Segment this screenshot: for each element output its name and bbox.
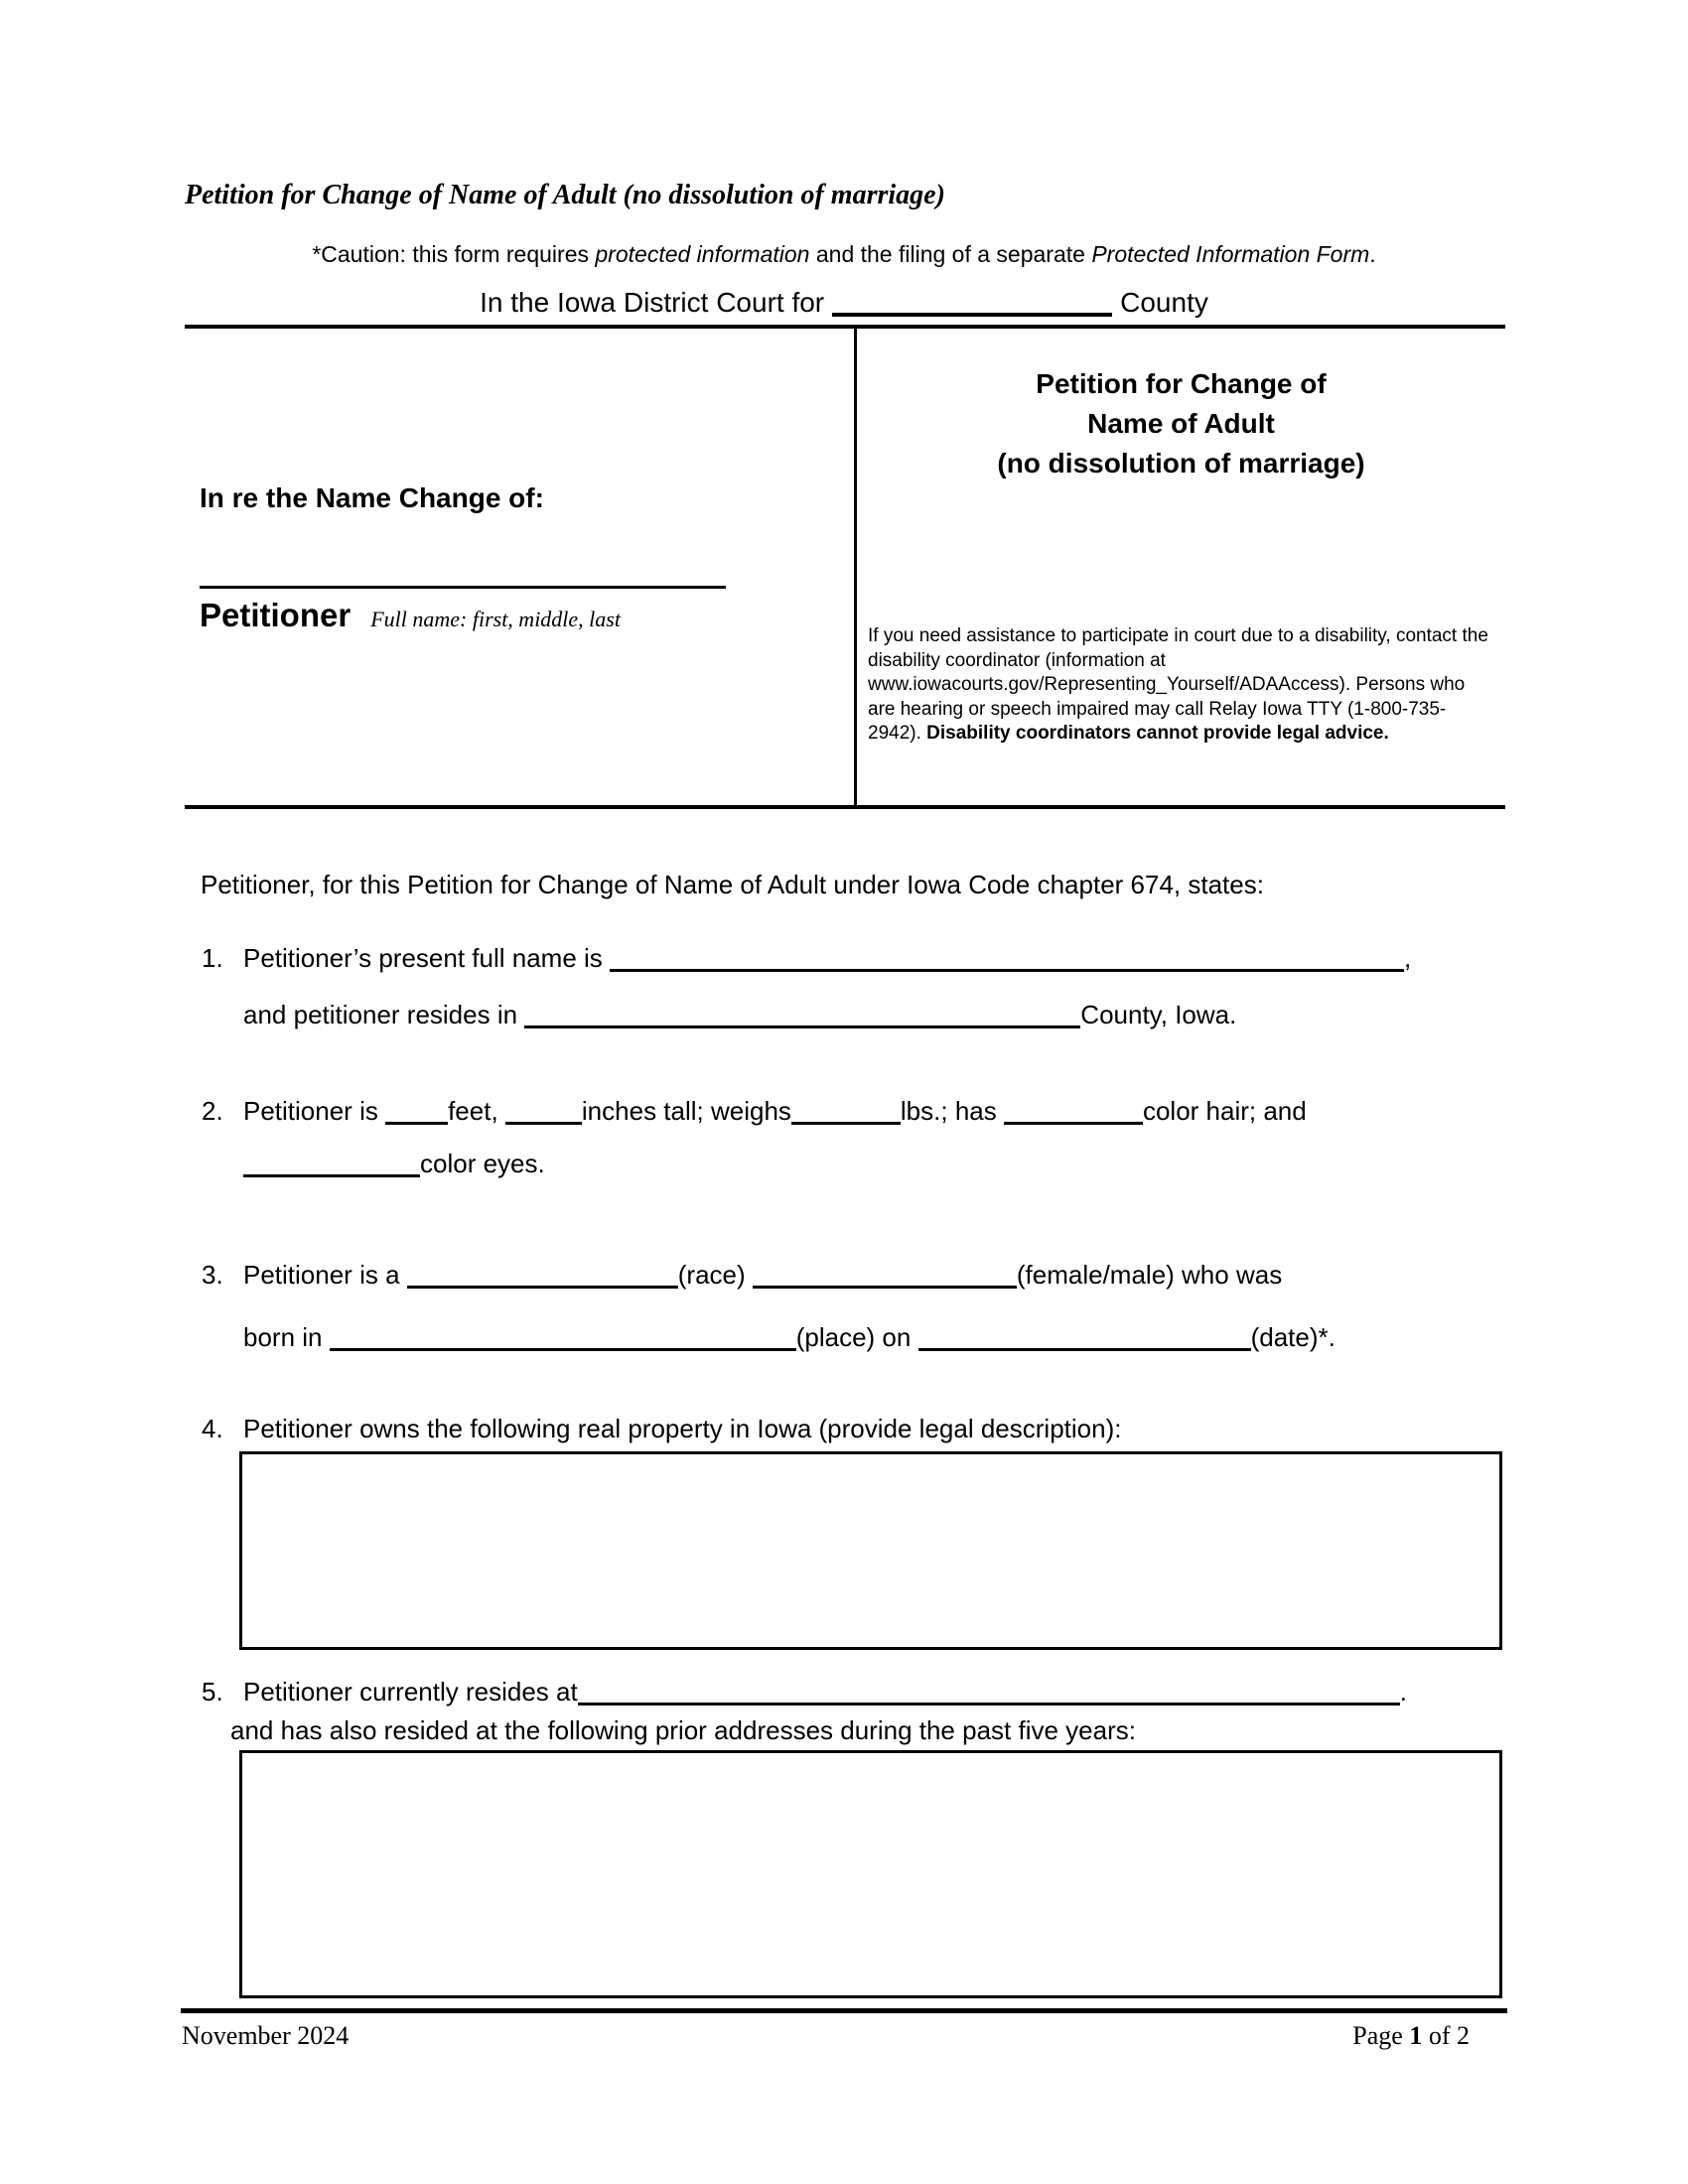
item-4-text: Petitioner owns the following real property in Iowa (provide legal description): bbox=[243, 1414, 1122, 1443]
item-3-text-a: Petitioner is a bbox=[243, 1260, 407, 1290]
footer-page-indicator bbox=[1352, 2021, 1470, 2051]
height-inches-blank[interactable] bbox=[505, 1094, 582, 1125]
item-1-text-a: Petitioner’s present full name is bbox=[243, 943, 611, 973]
item-2-text-f: color eyes. bbox=[420, 1149, 545, 1178]
item-3-text-b: (race) bbox=[677, 1260, 753, 1290]
item-3-text-e: (place) on bbox=[795, 1322, 918, 1352]
caution-suffix: . bbox=[1369, 241, 1376, 267]
footer-revision-date: November 2024 bbox=[182, 2021, 350, 2050]
item-3-text-c: (female/male) who was bbox=[1016, 1260, 1283, 1290]
item-1-text-b: , bbox=[1404, 943, 1412, 973]
county-name-blank[interactable] bbox=[832, 287, 1112, 317]
caution-middle: and the filing of a separate bbox=[809, 241, 1092, 267]
item-1-number: 1. bbox=[202, 943, 223, 973]
footer-page-number: 1 bbox=[1409, 2021, 1423, 2050]
disability-notice-bold: Disability coordinators cannot provide legal advice. bbox=[926, 723, 1389, 744]
disability-notice-text: If you need assistance to participate in court due to a disability, contact the disability coordinator (information at www.iowacourts.gov/Representing_Yourself/ADAAccess). Persons who are hearing or speech impaired may call Relay Iowa TTY (1-800-735-2942). bbox=[868, 625, 1488, 744]
item-1-line-1 bbox=[202, 936, 1411, 974]
item-2-number: 2. bbox=[202, 1096, 223, 1126]
in-re-label: In re the Name Change of: bbox=[200, 482, 544, 513]
item-1-line-2 bbox=[243, 993, 1236, 1030]
petitioner-label: Petitioner bbox=[200, 597, 352, 633]
item-5-text-a: Petitioner currently resides at bbox=[243, 1677, 578, 1706]
race-blank[interactable] bbox=[407, 1258, 678, 1289]
item-3-line-2 bbox=[243, 1315, 1336, 1353]
petitioner-name-line[interactable] bbox=[200, 586, 726, 589]
footer-rule bbox=[181, 2008, 1507, 2013]
item-5-line-1 bbox=[202, 1670, 1407, 1707]
caution-prefix: *Caution: this form requires bbox=[312, 241, 596, 267]
eye-color-blank[interactable] bbox=[243, 1147, 420, 1177]
court-text-after: County bbox=[1120, 287, 1208, 318]
item-1-text-d: County, Iowa. bbox=[1080, 1000, 1237, 1029]
item-5-number: 5. bbox=[202, 1677, 223, 1706]
document-title-block bbox=[857, 364, 1505, 483]
intro-paragraph: Petitioner, for this Petition for Change of Name of Adult under Iowa Code chapter 674, states: bbox=[201, 870, 1264, 899]
birth-date-blank[interactable] bbox=[918, 1320, 1251, 1351]
caution-italic-protected-information: protected information bbox=[595, 241, 810, 267]
weight-blank[interactable] bbox=[791, 1094, 901, 1125]
item-4-line-1 bbox=[202, 1414, 1121, 1444]
document-title-line-3: (no dissolution of marriage) bbox=[997, 448, 1365, 478]
item-3-text-f: (date)*. bbox=[1250, 1322, 1336, 1352]
hair-color-blank[interactable] bbox=[1004, 1094, 1143, 1125]
footer-page-suffix: of 2 bbox=[1422, 2021, 1470, 2050]
real-property-description-box[interactable] bbox=[239, 1451, 1502, 1650]
height-feet-blank[interactable] bbox=[385, 1094, 448, 1125]
caution-line bbox=[0, 241, 1688, 268]
caption-table bbox=[185, 325, 1505, 809]
item-2-line-2 bbox=[243, 1142, 545, 1179]
court-caption-line bbox=[0, 282, 1688, 319]
birth-place-blank[interactable] bbox=[330, 1320, 796, 1351]
item-2-text-e: color hair; and bbox=[1142, 1096, 1307, 1126]
petitioner-full-name-hint: Full name: first, middle, last bbox=[370, 607, 621, 631]
item-5-text-b: . bbox=[1399, 1677, 1407, 1706]
item-2-line-1 bbox=[202, 1089, 1307, 1127]
item-5-line-2: and has also resided at the following prior addresses during the past five years: bbox=[230, 1715, 1136, 1745]
item-3-number: 3. bbox=[202, 1260, 223, 1290]
item-2-text-d: lbs.; has bbox=[900, 1096, 1004, 1126]
item-2-text-a: Petitioner is bbox=[243, 1096, 386, 1126]
court-text-before: In the Iowa District Court for bbox=[480, 287, 825, 318]
female-male-blank[interactable] bbox=[753, 1258, 1017, 1289]
item-2-text-b: feet, bbox=[448, 1096, 505, 1126]
item-3-line-1 bbox=[202, 1253, 1282, 1291]
prior-addresses-box[interactable] bbox=[239, 1750, 1502, 1998]
footer-page-prefix: Page bbox=[1352, 2021, 1410, 2050]
item-4-number: 4. bbox=[202, 1414, 223, 1443]
item-1-text-c: and petitioner resides in bbox=[243, 1000, 525, 1029]
item-3-text-d: born in bbox=[243, 1322, 330, 1352]
document-title-line-1: Petition for Change of bbox=[1036, 368, 1327, 399]
disability-notice bbox=[868, 624, 1491, 747]
form-title: Petition for Change of Name of Adult (no dissolution of marriage) bbox=[185, 180, 945, 210]
item-2-text-c: inches tall; weighs bbox=[581, 1096, 791, 1126]
caution-italic-protected-information-form: Protected Information Form bbox=[1091, 241, 1370, 267]
current-address-blank[interactable] bbox=[578, 1675, 1400, 1706]
document-title-line-2: Name of Adult bbox=[1087, 408, 1275, 439]
residence-county-blank[interactable] bbox=[524, 998, 1080, 1028]
present-full-name-blank[interactable] bbox=[610, 941, 1404, 972]
petitioner-row bbox=[200, 597, 621, 634]
